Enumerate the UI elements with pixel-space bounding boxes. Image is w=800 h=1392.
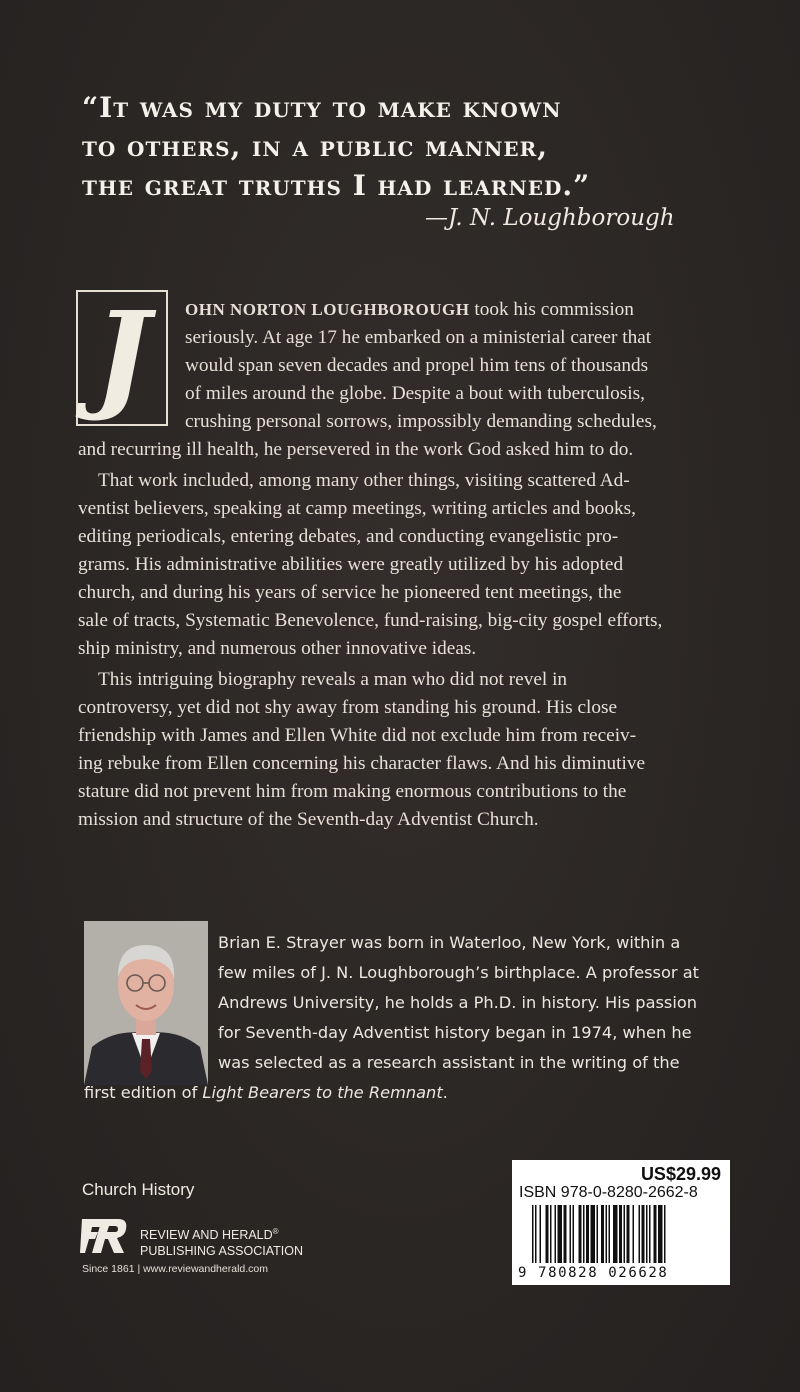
bio-line: first edition of Light Bearers to the Remnant.	[84, 1083, 448, 1102]
description-line: crushing personal sorrows, impossibly demanding schedules,	[185, 411, 657, 432]
description-line: sale of tracts, Systematic Benevolence, fund-raising, big-city gospel efforts,	[78, 610, 663, 631]
pull-quote	[82, 88, 722, 205]
bio-line: Brian E. Strayer was born in Waterloo, New York, within a	[218, 933, 681, 952]
publisher-logo-icon	[80, 1215, 130, 1257]
drop-cap-letter: J	[94, 285, 150, 424]
barcode-digits: 9 780828 026628	[518, 1265, 669, 1281]
description-line: OHN NORTON LOUGHBOROUGH took his commission	[185, 299, 634, 320]
bio-line: was selected as a research assistant in the writing of the	[218, 1053, 680, 1072]
quote-attribution: —J. N. Loughborough	[425, 205, 675, 231]
description-line: and recurring ill health, he persevered in the work God asked him to do.	[78, 439, 634, 460]
quote-line: “It was my duty to make known	[82, 91, 562, 124]
description-line: ship ministry, and numerous other innovative ideas.	[78, 638, 477, 659]
description-line: editing periodicals, entering debates, and conducting evangelistic pro-	[78, 526, 619, 547]
bio-line: for Seventh-day Adventist history began in 1974, when he	[218, 1023, 692, 1042]
description-line: This intriguing biography reveals a man who did not revel in	[98, 669, 568, 690]
quote-line: to others, in a public manner,	[82, 130, 549, 163]
description-line: church, and during his years of service he pioneered tent meetings, the	[78, 582, 622, 603]
bio-line: Andrews University, he holds a Ph.D. in history. His passion	[218, 993, 698, 1012]
price: US$29.99	[640, 1164, 721, 1184]
isbn-barcode-box	[512, 1160, 730, 1285]
publisher-name: REVIEW AND HERALD® PUBLISHING ASSOCIATION	[140, 1227, 304, 1259]
description-line: grams. His administrative abilities were greatly utilized by his adopted	[78, 554, 624, 575]
category-label: Church History	[82, 1180, 195, 1199]
description-line: of miles around the globe. Despite a bout with tuberculosis,	[185, 383, 645, 404]
description-line: seriously. At age 17 he embarked on a ministerial career that	[185, 327, 652, 348]
description-line: That work included, among many other things, visiting scattered Ad-	[98, 470, 630, 491]
description-line: controversy, yet did not shy away from standing his ground. His close	[78, 697, 618, 718]
description-line: ing rebuke from Ellen concerning his character flaws. And his diminutive	[78, 753, 646, 774]
description-line: would span seven decades and propel him tens of thousands	[185, 355, 649, 376]
description-line: stature did not prevent him from making enormous contributions to the	[78, 781, 627, 802]
drop-cap-box	[76, 285, 168, 426]
quote-line: the great truths I had learned.”	[82, 169, 591, 202]
book-title: Light Bearers to the Remnant	[202, 1083, 443, 1102]
description-line: mission and structure of the Seventh-day Adventist Church.	[78, 809, 539, 830]
isbn: ISBN 978-0-8280-2662-8	[519, 1184, 698, 1201]
lead-in: OHN NORTON LOUGHBOROUGH	[185, 300, 470, 319]
author-photo	[84, 921, 208, 1085]
publisher-since: Since 1861 | www.reviewandherald.com	[82, 1263, 268, 1275]
description-line: ventist believers, speaking at camp meetings, writing articles and books,	[78, 498, 636, 519]
description-line: friendship with James and Ellen White did not exclude him from receiv-	[78, 725, 637, 746]
barcode-icon	[532, 1205, 712, 1263]
bio-line: few miles of J. N. Loughborough’s birthplace. A professor at	[218, 963, 699, 982]
author-portrait-icon	[84, 921, 208, 1085]
